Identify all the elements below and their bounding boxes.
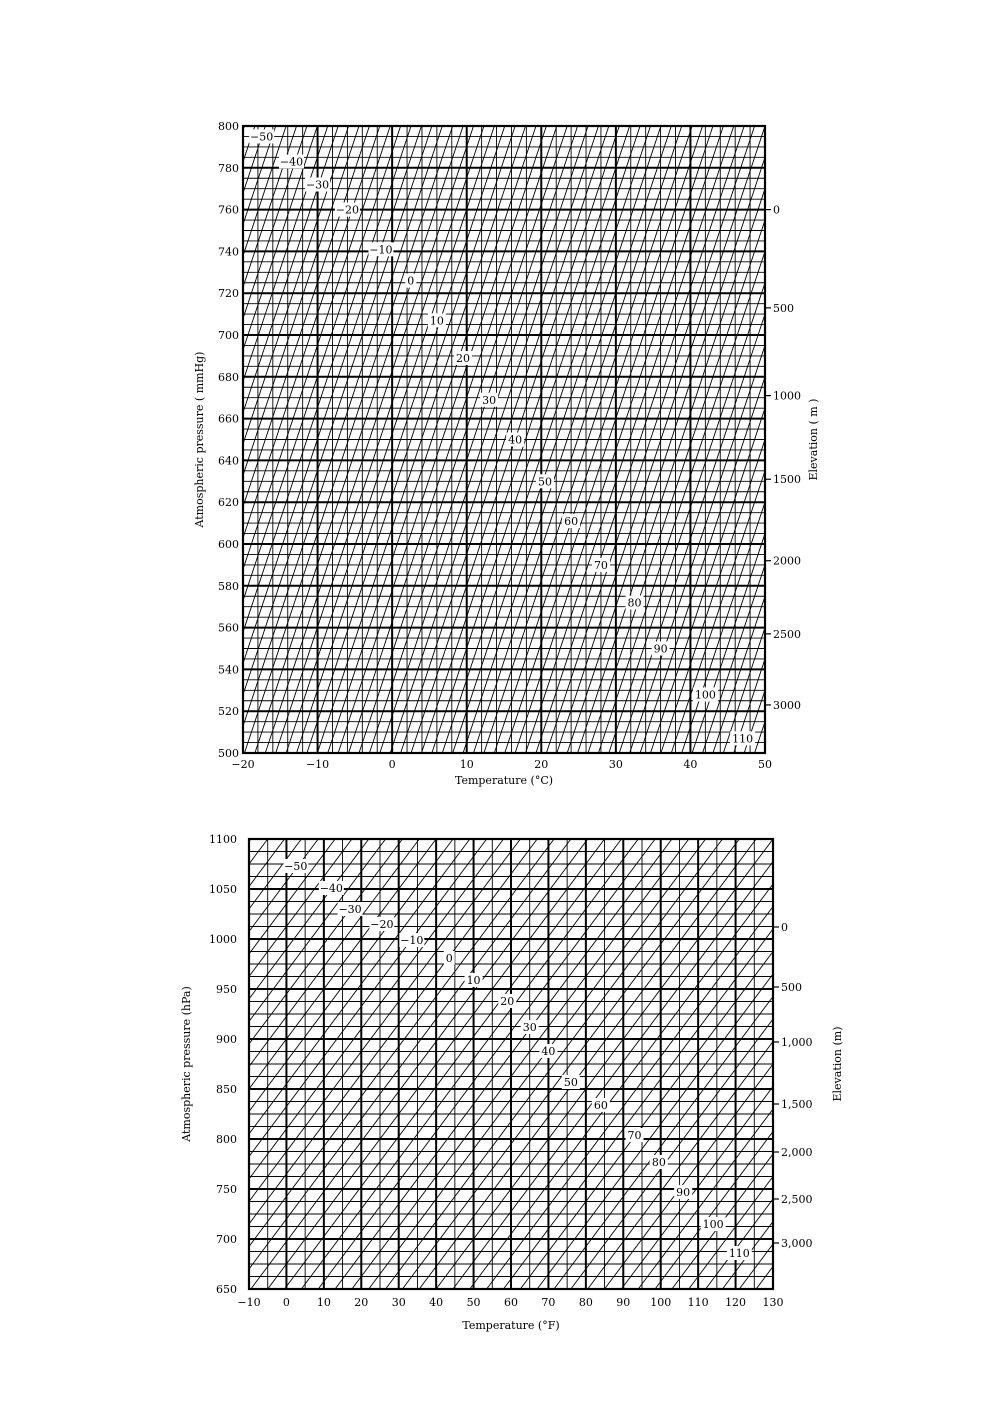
y-tick-label: 950	[216, 983, 237, 996]
y-tick-label: 660	[218, 412, 239, 426]
x-tick-label: −20	[231, 758, 255, 771]
isoline	[692, 534, 765, 753]
x-tick-label: 120	[725, 1296, 747, 1309]
isoline-label: 60	[564, 515, 579, 529]
x-tick-label: 50	[758, 758, 772, 771]
elevation-tick-label: 0	[773, 203, 780, 217]
y-tick-label: 700	[218, 329, 239, 342]
isoline-label: −20	[335, 203, 360, 217]
isoline	[249, 839, 386, 1021]
isoline	[249, 839, 335, 954]
isoline-label: 60	[593, 1099, 608, 1112]
x-tick-label: 50	[466, 1296, 481, 1309]
y-tick-label: 750	[216, 1183, 237, 1196]
y-axis-label: Atmospheric pressure ( mmHg)	[193, 351, 206, 528]
y-tick-label: 580	[218, 579, 239, 593]
y-tick-label: 800	[218, 120, 239, 133]
elevation-tick-label: 1,000	[781, 1036, 813, 1049]
y-axis-label: Atmospheric pressure (hPa)	[180, 986, 193, 1142]
x-tick-label: 40	[429, 1296, 444, 1309]
isoline	[249, 839, 571, 1269]
isoline	[470, 884, 773, 1289]
isoline	[609, 283, 765, 753]
y-tick-label: 1100	[209, 833, 237, 846]
isoline-label: −30	[338, 903, 362, 916]
y-tick-label: 600	[218, 538, 239, 551]
isoline-label: 0	[445, 952, 453, 965]
elevation-tick-label: 2000	[773, 554, 801, 568]
y-tick-label: 500	[218, 747, 239, 760]
isoline	[689, 1177, 773, 1290]
x-tick-label: 90	[616, 1296, 631, 1309]
grid-lines	[249, 839, 773, 1289]
isoline	[249, 839, 318, 931]
x-axis-label: Temperature (°F)	[462, 1319, 560, 1332]
isoline-label: 40	[508, 433, 523, 447]
y-tick-labels	[218, 120, 239, 760]
x-tick-label: 0	[282, 1296, 290, 1309]
x-tick-label: 130	[762, 1296, 784, 1309]
isoline	[249, 839, 419, 1066]
y-tick-label: 800	[216, 1133, 237, 1146]
y-tick-label: 640	[218, 454, 239, 468]
y-tick-label: 900	[216, 1033, 237, 1046]
isoline-label: 30	[522, 1021, 537, 1034]
isoline-label: 20	[500, 995, 515, 1008]
x-tick-label: 40	[683, 758, 698, 771]
y-tick-label: 850	[216, 1083, 237, 1096]
x-tick-label: 60	[504, 1296, 518, 1309]
y-tick-label: 540	[218, 663, 239, 677]
isoline	[249, 839, 301, 909]
isoline	[755, 722, 765, 753]
x-tick-label: 30	[391, 1296, 406, 1309]
isoline-label: 110	[732, 732, 754, 746]
isoline-label: 100	[694, 688, 716, 702]
elevation-tick-label: 3000	[773, 698, 801, 712]
isoline	[249, 839, 285, 886]
y-tick-label: 1000	[209, 933, 237, 946]
y-tick-label: 620	[218, 496, 239, 510]
isoline	[638, 1109, 773, 1289]
elevation-ticks	[773, 921, 813, 1250]
isoline-label: 110	[728, 1247, 750, 1260]
x-tick-label: 20	[534, 758, 549, 771]
isoline	[243, 126, 411, 632]
isoline	[249, 839, 453, 1111]
y-tick-label: 650	[216, 1283, 237, 1296]
chart-celsius-mmhg	[193, 120, 820, 787]
isoline-label: 70	[593, 558, 608, 572]
isoline-label: 90	[653, 642, 668, 656]
isoline-label: −30	[305, 178, 330, 192]
y-tick-label: 780	[218, 161, 239, 175]
elevation-tick-label: 2,000	[781, 1146, 813, 1159]
isoline-label: 80	[651, 1156, 666, 1169]
x-tick-labels	[237, 1296, 783, 1309]
x-tick-label: 70	[541, 1296, 556, 1309]
isoline	[554, 997, 773, 1290]
x-tick-label: 100	[650, 1296, 672, 1309]
elevation-tick-label: 0	[781, 921, 788, 934]
isoline-label: −10	[369, 243, 393, 257]
isoline-labels	[249, 129, 755, 745]
isoline-label: −40	[279, 155, 304, 169]
isoline-label: 50	[538, 475, 553, 489]
x-tick-label: 80	[578, 1296, 593, 1309]
grid-lines	[243, 126, 765, 753]
elevation-tick-label: 500	[773, 301, 794, 315]
y-tick-label: 760	[218, 203, 239, 217]
chart-fahrenheit-hpa	[180, 833, 844, 1332]
isoline-label: −50	[250, 130, 274, 144]
isoline-label: −10	[400, 934, 424, 947]
isoline	[249, 839, 520, 1201]
x-tick-label: −10	[237, 1296, 261, 1309]
y-tick-label: 1050	[209, 883, 237, 896]
isoline	[249, 839, 487, 1156]
elevation-tick-label: 2,500	[781, 1193, 813, 1206]
elevation-tick-label: 1500	[773, 473, 801, 487]
isoline-label: −20	[370, 918, 394, 931]
isoline	[243, 126, 286, 256]
x-tick-label: −10	[305, 758, 330, 771]
isoline	[537, 974, 773, 1289]
y-tick-label: 740	[218, 245, 239, 259]
isoline	[706, 1199, 773, 1289]
elevation-tick-label: 1000	[773, 389, 801, 403]
isoline-label: 10	[429, 314, 444, 328]
isoline	[243, 126, 338, 413]
isoline	[756, 1267, 773, 1290]
elevation-tick-label: 500	[781, 981, 802, 994]
y-tick-label: 680	[218, 370, 239, 384]
isoline-label: 10	[466, 974, 481, 987]
isoline-label: 0	[407, 274, 415, 288]
elevation-tick-label: 1,500	[781, 1098, 813, 1111]
isoline-label: 50	[563, 1076, 578, 1089]
isoline	[249, 839, 402, 1044]
isoline	[655, 1132, 773, 1290]
isoline-label: −50	[284, 860, 308, 873]
x-tick-label: 110	[687, 1296, 709, 1309]
x-tick-labels	[231, 758, 772, 771]
elevation-axis-label: Elevation (m)	[831, 1026, 844, 1102]
isoline-label: 100	[702, 1218, 724, 1231]
isoline	[243, 126, 297, 287]
x-tick-label: 10	[459, 758, 474, 771]
x-tick-label: 20	[354, 1296, 369, 1309]
isoline	[249, 839, 554, 1246]
isoline-label: 40	[541, 1045, 556, 1058]
y-tick-label: 560	[218, 621, 239, 635]
isoline-label: 80	[627, 596, 642, 610]
isoline-label: −40	[319, 882, 343, 895]
isoline-labels	[283, 859, 752, 1260]
isoline-label: 20	[455, 351, 470, 365]
x-tick-label: 10	[316, 1296, 331, 1309]
y-tick-label: 700	[216, 1233, 237, 1246]
isoline-label: 70	[627, 1129, 642, 1142]
isoline	[504, 929, 773, 1289]
isoline-label: 30	[482, 393, 497, 407]
x-tick-label: 0	[388, 758, 396, 771]
y-tick-labels	[209, 833, 237, 1296]
isoline	[713, 596, 765, 753]
elevation-tick-label: 3,000	[781, 1237, 813, 1250]
isoline	[588, 220, 765, 753]
elevation-ticks	[765, 204, 801, 712]
x-tick-label: 30	[608, 758, 623, 771]
y-tick-label: 520	[218, 705, 239, 719]
isoline-label: 90	[676, 1186, 691, 1199]
x-axis-label: Temperature (°C)	[454, 774, 554, 787]
elevation-tick-label: 2500	[773, 627, 801, 641]
elevation-axis-label: Elevation ( m )	[807, 398, 820, 481]
y-tick-label: 720	[218, 287, 239, 301]
